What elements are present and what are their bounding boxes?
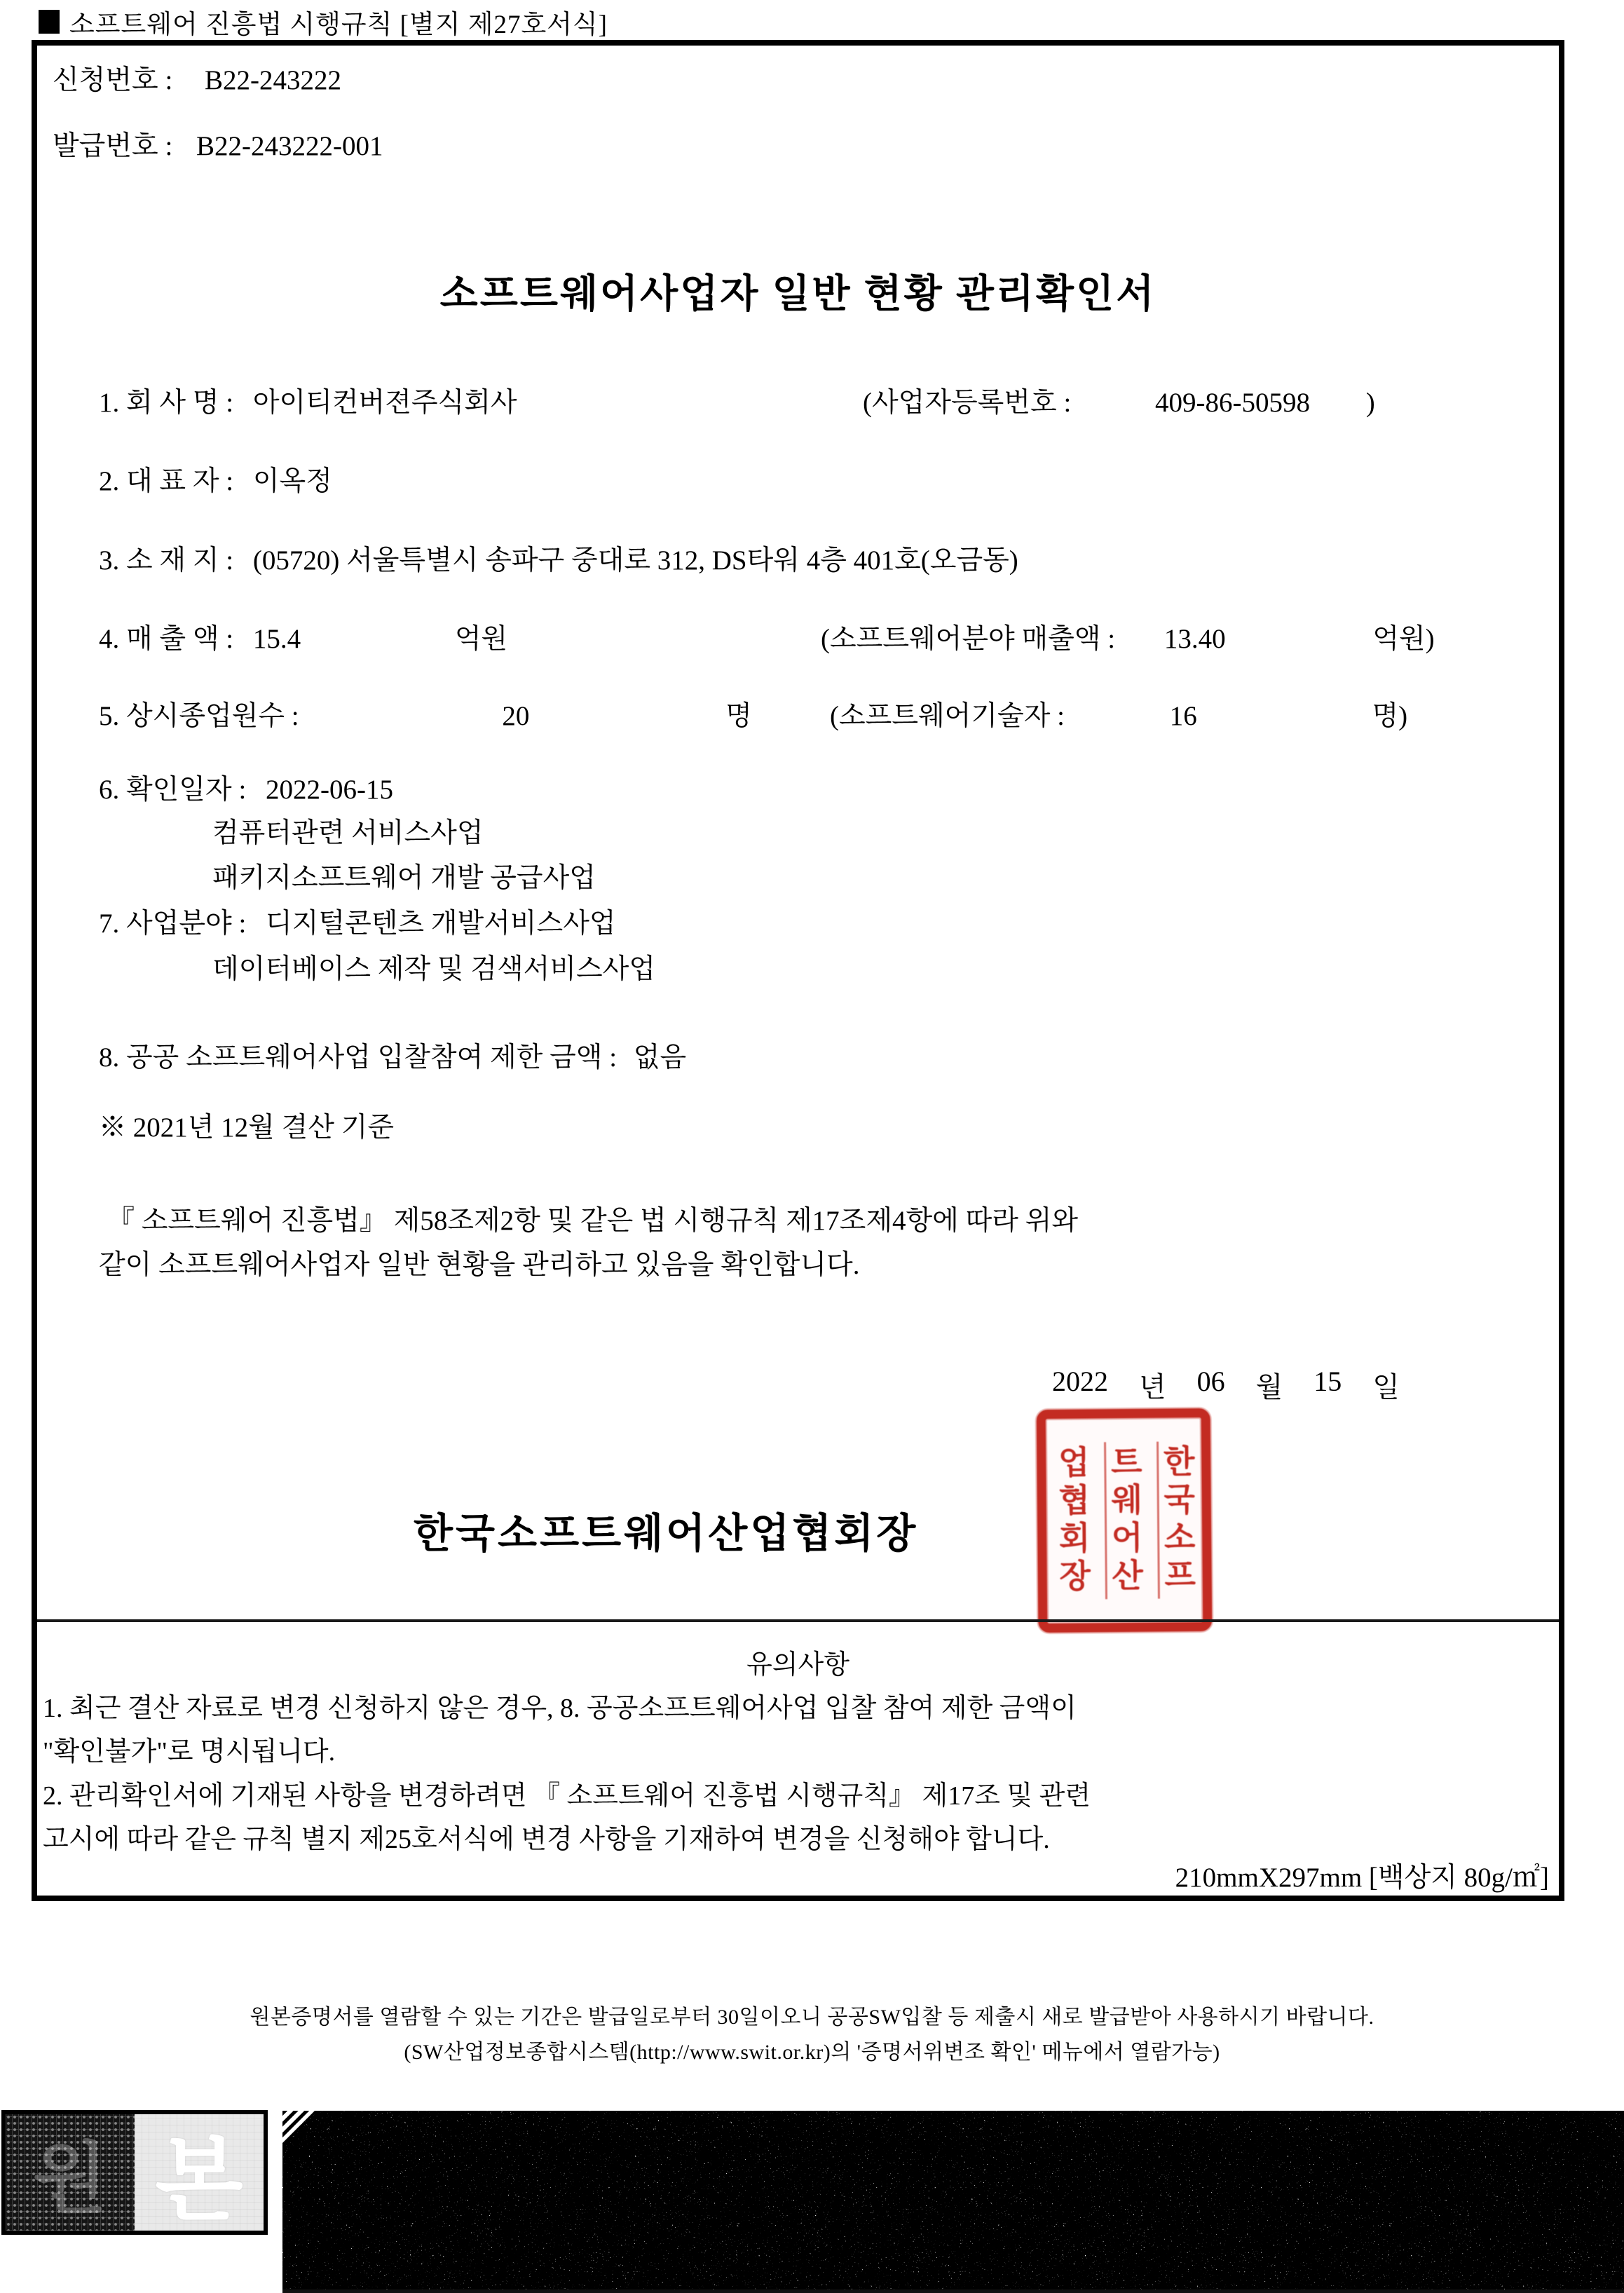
footer-note-1: 원본증명서를 열람할 수 있는 기간은 발급일로부터 30일이오니 공공SW입찰 등 제출시 새로 발급받아 사용하시기 바랍니다.	[250, 2006, 1374, 2029]
confirm-date-label: 6. 확인일자 :	[99, 775, 247, 805]
sw-revenue-value: 13.40	[1164, 624, 1226, 654]
notice-divider	[37, 1619, 1559, 1622]
ceo-row	[99, 459, 332, 498]
paper-spec: 210mmX297mm [백상지 80g/㎡]	[1175, 1863, 1549, 1893]
business-reg-label: (사업자등록번호 :	[863, 388, 1072, 418]
business-label: 7. 사업분야 :	[99, 909, 247, 939]
business-reg-value: 409-86-50598	[1155, 388, 1311, 418]
bid-limit-label: 8. 공공 소프트웨어사업 입찰참여 제한 금액 :	[99, 1042, 617, 1073]
employees-row	[99, 694, 752, 733]
basis-note: ※ 2021년 12월 결산 기준	[99, 1113, 395, 1143]
barcode-baseline	[282, 2289, 1624, 2293]
ceo-label: 2. 대 표 자 :	[99, 466, 234, 496]
sw-revenue-unit: 억원)	[1372, 624, 1435, 654]
certificate-sheet	[32, 40, 1564, 1901]
form-reference-text: 소프트웨어 진흥법 시행규칙 [별지 제27호서식]	[69, 11, 608, 39]
issue-number-row	[53, 124, 383, 163]
barcode-noise	[282, 2111, 1624, 2293]
bid-limit-row	[99, 1035, 686, 1075]
original-mark-dark-half	[6, 2114, 135, 2231]
business-line-4: 데이터베이스 제작 및 검색서비스사업	[212, 954, 656, 984]
revenue-row	[99, 617, 507, 656]
issue-day: 15	[1313, 1366, 1342, 1397]
black-square-icon	[39, 10, 60, 34]
employees-unit: 명	[725, 701, 752, 731]
issue-month: 06	[1196, 1366, 1225, 1397]
seal-column-2: 트웨어산	[1104, 1442, 1142, 1599]
company-value: 아이티컨버젼주식회사	[252, 388, 517, 418]
bid-limit-value: 없음	[633, 1042, 687, 1073]
application-number-row	[53, 58, 341, 97]
confirm-date-row	[99, 768, 393, 807]
ceo-value: 이옥정	[252, 466, 332, 496]
revenue-value: 15.4	[252, 624, 301, 654]
seal-column-3: 업협회장	[1053, 1445, 1091, 1597]
sw-engineers-value: 16	[1169, 701, 1197, 731]
original-mark-left-char: 원	[32, 2137, 108, 2222]
notice-line-1: 1. 최근 결산 자료로 변경 신청하지 않은 경우, 8. 공공소프트웨어사업 입찰 참여 제한 금액이	[43, 1694, 1077, 1723]
notice-line-2: "확인불가"로 명시됩니다.	[43, 1737, 336, 1767]
company-label: 1. 회 사 명 :	[99, 388, 234, 418]
sw-engineers-unit: 명)	[1372, 701, 1408, 731]
business-line-2: 패키지소프트웨어 개발 공급사업	[212, 863, 596, 893]
business-reg-no	[863, 381, 1375, 420]
business-line-1: 컴퓨터관련 서비스사업	[212, 818, 484, 848]
business-line-3: 디지털콘텐츠 개발서비스사업	[266, 909, 616, 939]
issue-number-label: 발급번호 :	[53, 131, 173, 161]
application-number-label: 신청번호 :	[53, 65, 173, 95]
business-reg-close: )	[1365, 388, 1375, 418]
notice-title: 유의사항	[746, 1650, 849, 1680]
certificate-title: 소프트웨어사업자 일반 현황 관리확인서	[439, 273, 1156, 316]
issue-date-line	[1052, 1365, 1400, 1405]
issue-year: 2022	[1052, 1366, 1108, 1397]
employees-value: 20	[502, 701, 530, 731]
notice-line-4: 고시에 따라 같은 규칙 별지 제25호서식에 변경 사항을 기재하여 변경을 신청해야 합니다.	[43, 1825, 1050, 1854]
address-label: 3. 소 재 지 :	[99, 545, 234, 576]
statement-line-2: 같이 소프트웨어사업자 일반 현황을 관리하고 있음을 확인합니다.	[99, 1250, 860, 1280]
issue-day-unit: 일	[1372, 1371, 1400, 1403]
original-mark-right-char: 본	[155, 2130, 243, 2232]
business-row	[99, 901, 616, 941]
address-row	[99, 538, 1018, 578]
revenue-unit: 억원	[454, 624, 508, 654]
sw-engineers-label: (소프트웨어기술자 :	[830, 701, 1065, 731]
official-seal-stamp	[1037, 1408, 1213, 1633]
2d-barcode	[282, 2111, 1624, 2293]
confirm-date-value: 2022-06-15	[266, 775, 394, 805]
issue-month-unit: 월	[1255, 1371, 1283, 1403]
employees-label: 5. 상시종업원수 :	[99, 701, 299, 731]
footer-note-2: (SW산업정보종합시스템(http://www.swit.or.kr)의 '증명서위변조 확인' 메뉴에서 열람가능)	[404, 2041, 1220, 2064]
application-number-value: B22-243222	[205, 65, 342, 95]
address-value: (05720) 서울특별시 송파구 중대로 312, DS타워 4층 401호(오금동)	[252, 545, 1018, 576]
revenue-label: 4. 매 출 액 :	[99, 624, 234, 654]
notice-line-3: 2. 관리확인서에 기재된 사항을 변경하려면 『 소프트웨어 진흥법 시행규칙』 제17조 및 관련	[43, 1781, 1091, 1811]
issue-year-unit: 년	[1139, 1371, 1166, 1403]
original-mark-light-half	[135, 2114, 264, 2231]
original-copy-mark	[1, 2110, 268, 2235]
sw-revenue	[821, 617, 1435, 656]
issue-number-value: B22-243222-001	[196, 131, 383, 161]
statement-line-1: 『 소프트웨어 진흥법』 제58조제2항 및 같은 법 시행규칙 제17조제4항에 따라 위와	[107, 1206, 1079, 1236]
company-row	[99, 381, 517, 420]
issuer-name: 한국소프트웨어산업협회장	[414, 1511, 919, 1556]
seal-column-1: 한국소프	[1156, 1441, 1195, 1598]
sw-revenue-label: (소프트웨어분야 매출액 :	[821, 624, 1116, 654]
sw-engineers	[830, 694, 1407, 733]
